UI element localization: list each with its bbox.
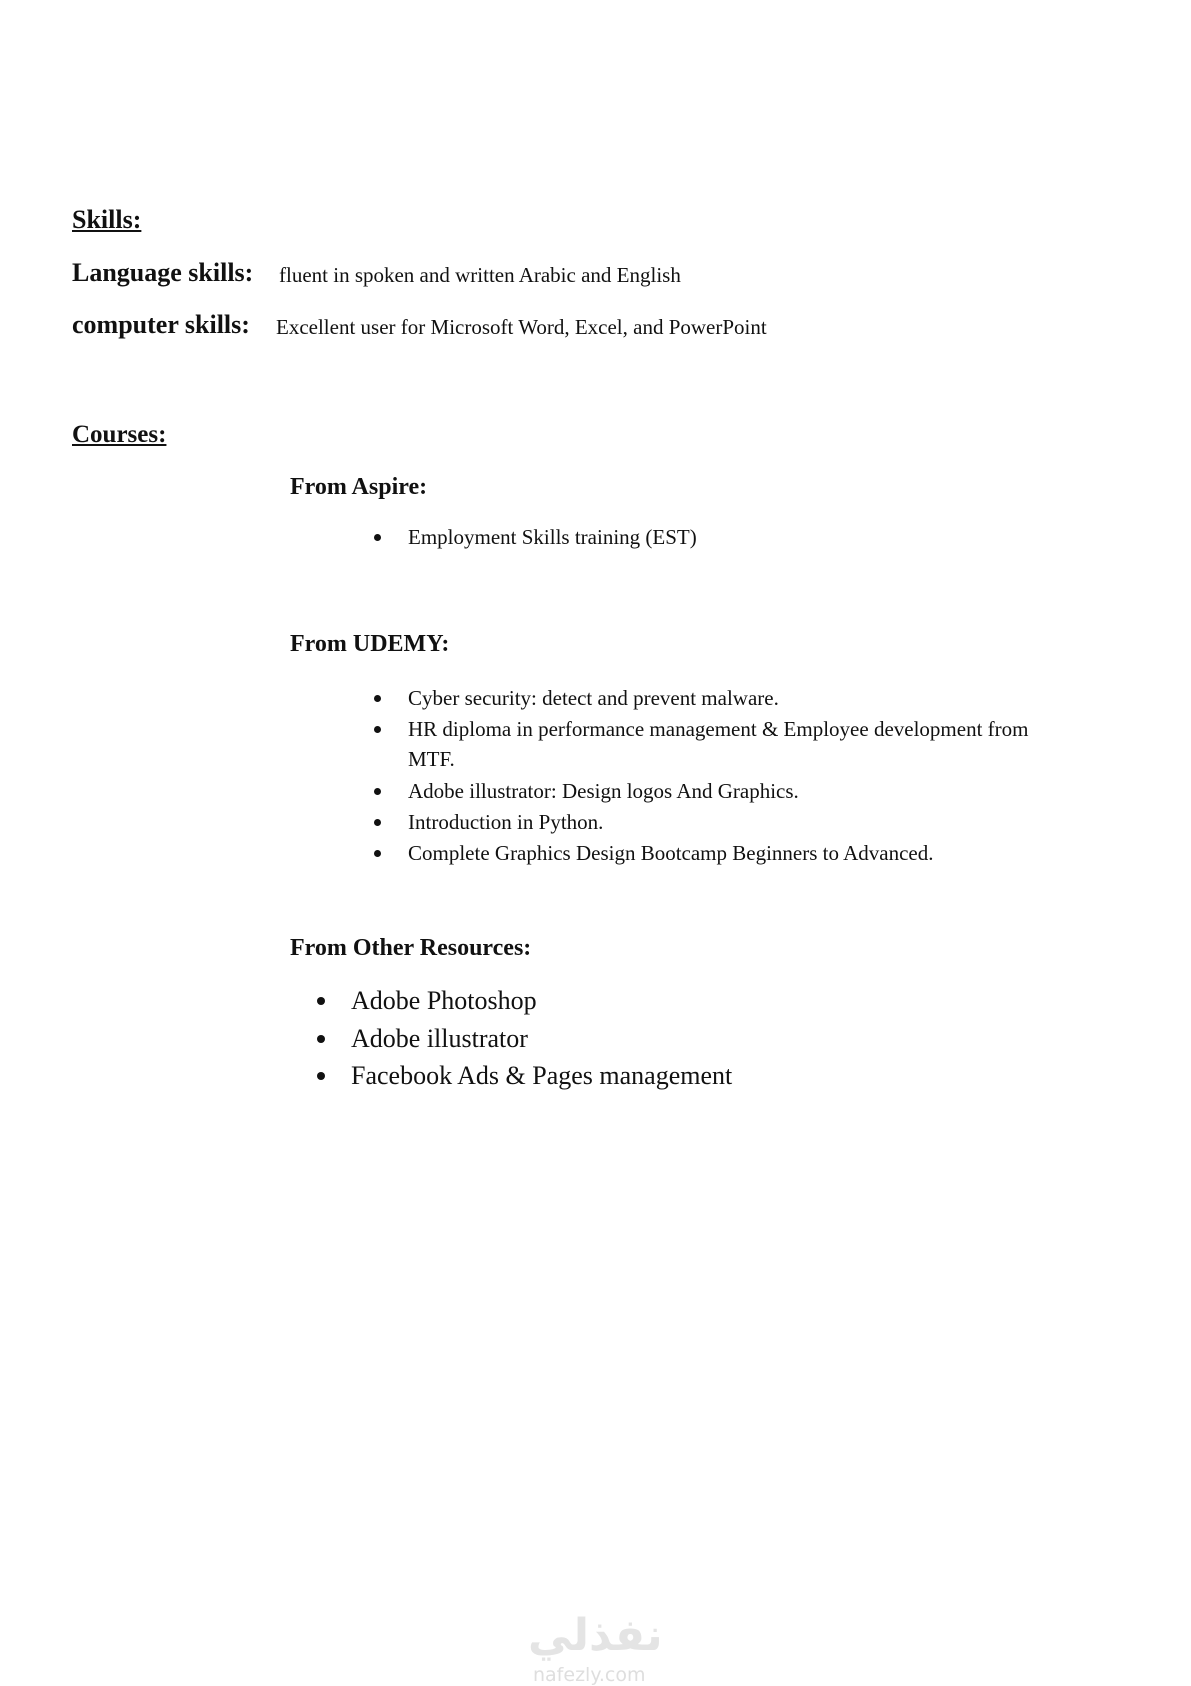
skills-heading: Skills:: [72, 205, 142, 234]
watermark-url: nafezly.com: [533, 1664, 646, 1686]
list-item: Adobe Photoshop: [351, 986, 537, 1015]
list-item: Adobe illustrator: [351, 1024, 528, 1053]
language-skills-text: fluent in spoken and written Arabic and English: [279, 263, 681, 287]
bullet-icon: [374, 819, 381, 826]
computer-skills-label: computer skills:: [72, 310, 250, 339]
list-item: Introduction in Python.: [408, 810, 604, 834]
computer-skills-text: Excellent user for Microsoft Word, Excel, and PowerPoint: [276, 315, 767, 339]
list-item: Cyber security: detect and prevent malware.: [408, 686, 779, 710]
language-skills-label: Language skills:: [72, 258, 254, 287]
list-item: Employment Skills training (EST): [408, 525, 697, 549]
watermark-logo: نفذلي: [528, 1610, 663, 1661]
bullet-icon: [374, 850, 381, 857]
udemy-title: From UDEMY:: [290, 631, 450, 657]
bullet-icon: [374, 695, 381, 702]
bullet-icon: [317, 1072, 325, 1080]
list-item: HR diploma in performance management & Employee development from: [408, 717, 1029, 741]
aspire-title: From Aspire:: [290, 474, 428, 500]
bullet-icon: [374, 788, 381, 795]
list-item: Facebook Ads & Pages management: [351, 1061, 733, 1090]
list-item-continuation: MTF.: [408, 747, 455, 771]
bullet-icon: [374, 534, 381, 541]
list-item: Adobe illustrator: Design logos And Graphics.: [408, 779, 799, 803]
bullet-icon: [317, 1035, 325, 1043]
other-resources-title: From Other Resources:: [290, 935, 532, 961]
bullet-icon: [317, 997, 325, 1005]
bullet-icon: [374, 726, 381, 733]
courses-heading: Courses:: [72, 421, 167, 448]
list-item: Complete Graphics Design Bootcamp Beginners to Advanced.: [408, 841, 934, 865]
